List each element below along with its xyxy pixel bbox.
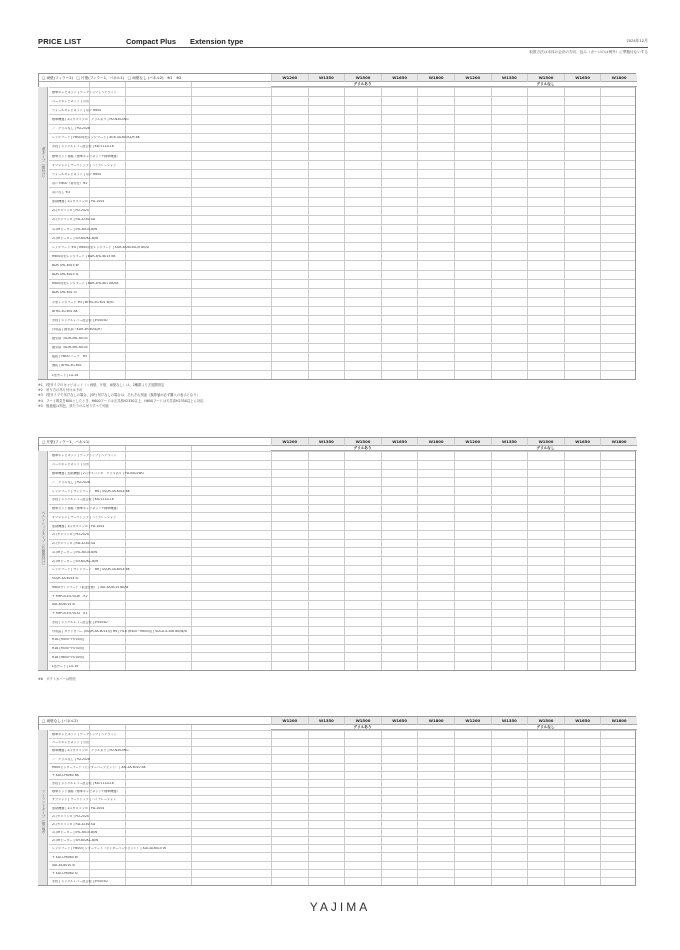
table-row — [49, 361, 635, 370]
table-row — [49, 836, 635, 844]
table-row — [49, 270, 635, 279]
table-row — [49, 187, 635, 196]
table-row — [49, 288, 635, 297]
table-row — [49, 591, 635, 600]
table-row — [49, 565, 635, 574]
row-label: 2口ガスコンロ | PD-2024 — [52, 814, 89, 818]
width-column-header: W1650 — [564, 438, 601, 446]
footnote: ※2 吊り方の吊り付けは不可 — [38, 388, 83, 393]
row-label: BFRS-3G-601 BK — [52, 309, 78, 313]
table-row — [49, 844, 635, 852]
width-column-header: W1200 — [271, 438, 308, 446]
table-row — [49, 215, 635, 224]
width-column-header: W1200 — [454, 74, 491, 82]
row-label: ウォールキャビネット | 吊戸 H600 — [52, 108, 102, 112]
table-row — [49, 812, 635, 820]
row-label: 1口IHヒーター | IHC-6010-B/W — [52, 550, 98, 554]
product-type: Extension type — [190, 37, 244, 46]
row-label: BDR-3HL-6015 W — [52, 264, 79, 268]
width-column-header: W1500 — [344, 74, 381, 82]
table-row — [49, 609, 635, 618]
row-label: 標準機器 | 2口ガスコンロ グリルあり | PD-N302WG — [52, 749, 129, 753]
page-title: PRICE LIST — [38, 37, 82, 46]
table-row — [49, 635, 635, 644]
row-label: 吊戸 H600（扉付仕）※2 — [52, 181, 88, 185]
table-row — [49, 574, 635, 583]
footnote: ※5 後板板は別色、該たりのみ吊りすべて可能 — [38, 403, 109, 408]
row-label: H1B (H450~H700用) — [52, 638, 84, 642]
table-row — [49, 547, 635, 556]
table-row — [49, 617, 635, 626]
row-label: H600サイドフード（板金仕様） | XAI-3A-6014 BK/W — [52, 585, 129, 589]
table-row — [49, 460, 635, 469]
row-label: + YMP10-E4701SI ×2 — [52, 612, 88, 616]
footnote: ※6 ダクトカバーは別売 — [38, 677, 76, 681]
table-row — [49, 803, 635, 811]
issue-date: 2024年12月 — [626, 38, 648, 43]
footnotes-section-2 — [38, 677, 76, 682]
row-label: 吊戸なし ※3 — [52, 191, 70, 195]
row-label: 2口IHヒーター | SH-B02KC-B/W — [52, 236, 99, 240]
price-table-island-type — [38, 716, 636, 886]
row-label: 加熱機器 | 1口ガスコンロ | PD-1004 — [52, 524, 105, 528]
row-label: オプション | ワークトップ | バイブレーション — [52, 798, 117, 802]
row-label: レンジフード | サイドフード ※6 | SSQR-3A-6014 BK — [52, 489, 130, 493]
width-column-header: W1200 — [271, 74, 308, 82]
row-label: XAI-3A-6014 SI — [52, 603, 76, 607]
row-label: レンジフード | H600用型レンジフード | XGR-3A-603SL/R BK — [52, 136, 140, 140]
row-label: + XAI-CP6060 BK — [52, 773, 79, 777]
table-row — [49, 169, 635, 178]
table-row — [49, 828, 635, 836]
footnote: ※1 I型タイプのキャビネット（＝両壁、片壁、両壁なし）は、2種類より左展開設定 — [38, 383, 165, 387]
section-type-tab — [38, 87, 48, 379]
row-label: 標準キャビネット | ワークトップ | ヘアライン — [52, 733, 117, 737]
width-column-header: W1350 — [491, 74, 528, 82]
table-row — [49, 486, 635, 495]
row-label: ／ グリルなし | PD-202B — [52, 480, 91, 484]
width-column-header: W1650 — [564, 74, 601, 82]
table-row — [49, 87, 635, 96]
row-label: 1口IHヒーター | IHC-6010-B/W — [52, 831, 98, 835]
table-row — [49, 160, 635, 169]
row-label: 水栓 | シングルレバー混合栓 | JF0005D — [52, 880, 108, 883]
row-label: 付帯品 | ダクトカバー (SSQR-3A-6014用) ※6 | H1B (H400~H600用) | SDCA-4-30B BK/W/SI — [52, 629, 188, 633]
width-column-header: W1200 — [271, 717, 308, 725]
header-note: 取扱方法は本体の会計の方向、包み（ガーロのは例外）に準拠付ないする — [529, 50, 648, 54]
width-column-header: W1350 — [308, 717, 345, 725]
row-label: 標準機器 | 加熱機器 | 2口ガスコンロ グリルあり | PD-N302WG — [52, 471, 144, 475]
table-row — [49, 746, 635, 754]
row-label: 標準セット価格（標準キャビネット+標準機器） — [52, 507, 120, 511]
row-label: ベースキャビネット | 引出 — [52, 99, 89, 103]
row-label: レンジフード | H600センターフード（センターパーツセット） | XAI-3A-6010 W — [52, 847, 166, 851]
width-column-header: W1800 — [417, 438, 454, 446]
row-label: 水栓 | シングルレバー混合栓 | KB7111A-16 — [52, 145, 114, 149]
section-type-label: アイランドタイプ（独立型） — [42, 790, 46, 836]
section-type-label: I型タイプ（壁付け） — [42, 147, 46, 180]
table-row — [49, 877, 635, 885]
row-label: 加熱機器 | 1口ガスコンロ | PD-1004 — [52, 806, 105, 810]
grille-yes-label: グリルあり — [271, 82, 454, 87]
width-column-header: W1200 — [454, 717, 491, 725]
row-label: レンジフード ※4 | H600用型レンジフード | XGR-3A-603SL/R BK/SI — [52, 245, 150, 249]
row-label: オプション | ワークトップ | バイブレーション — [52, 163, 117, 167]
table-row — [49, 133, 635, 142]
row-label: SSQR-3A-6014 SI — [52, 577, 79, 581]
row-label: 水栓 | シングルレバー混合栓 | JF0005D — [52, 318, 108, 322]
row-label: 加熱機器 | 1口ガスコンロ | PD-1004 — [52, 200, 105, 204]
table-row — [49, 242, 635, 251]
row-label: オプション | ワークトップ | バイブレーション — [52, 515, 117, 519]
table-row — [49, 333, 635, 342]
row-label: ウォールキャビネット | 吊戸 H600 — [52, 172, 102, 176]
table-row — [49, 370, 635, 379]
table-row — [49, 582, 635, 591]
row-label: ベースキャビネット | 引出 — [52, 463, 89, 467]
width-column-header: W1800 — [600, 717, 637, 725]
width-column-header: W1200 — [454, 438, 491, 446]
table-row — [49, 142, 635, 151]
table-row — [49, 495, 635, 504]
grille-no-label: グリルなし — [454, 82, 637, 87]
row-label: 2口IHヒーター | SH-B02KC-B/W — [52, 559, 99, 563]
table-row — [49, 779, 635, 787]
table-row — [49, 644, 635, 653]
table-row — [49, 869, 635, 877]
table-row — [49, 504, 635, 513]
table-row — [49, 738, 635, 746]
table-row — [49, 795, 635, 803]
row-label: 側板 | BFRS-3G-601 — [52, 364, 82, 368]
row-label: 水栓 | シングルレバー混合栓 | KB7111A-16 — [52, 782, 114, 786]
row-label: ／ グリルなし | PD-202B — [52, 127, 91, 131]
table-row — [49, 512, 635, 521]
row-label: ／ グリルなし | PD-202B — [52, 757, 91, 761]
footnote: ※3 I型タイプで吊戸なしの場合、[SP] 吊戸なしの場合は、それぞれ別途（換算値が必ず購入の表示となり） — [38, 393, 200, 398]
table-row — [49, 754, 635, 762]
row-label: 2口ガスコンロ | PD-2024 — [52, 533, 89, 537]
width-column-header: W1500 — [527, 438, 564, 446]
table-row — [49, 105, 635, 114]
row-label: + XAI-CP6060 W — [52, 855, 78, 859]
width-column-header: W1350 — [308, 438, 345, 446]
width-column-header: W1350 — [491, 438, 528, 446]
row-label: + XAI-CP6060 SI — [52, 871, 78, 875]
width-column-header: W1800 — [600, 74, 637, 82]
table-row — [49, 820, 635, 828]
section-options-label: □ 両壁なし (パネル2) — [39, 717, 271, 725]
row-label: L型ガード | LG-16 — [52, 664, 79, 668]
table-row — [49, 787, 635, 795]
table-row — [49, 124, 635, 133]
row-label: L型ガード | LG-16 — [52, 373, 79, 377]
table-row — [49, 763, 635, 771]
row-label: 換気扇（KDR-3HL-6015） — [52, 337, 90, 341]
table-row — [49, 297, 635, 306]
row-label: H600用型レンジフード | BDR-3HL-601 BK/SK — [52, 282, 119, 286]
table-row — [49, 233, 635, 242]
width-column-header: W1350 — [308, 74, 345, 82]
table-row — [49, 730, 635, 738]
width-column-header: W1500 — [344, 717, 381, 725]
table-row — [49, 178, 635, 187]
row-label: 標準セット価格（標準キャビネット+標準機器） — [52, 154, 120, 158]
footnote: ※4 フード吸気を600としたとき、H600フードは天井高H2350以上、H600フードは天井高H2350以上に対応 — [38, 398, 204, 403]
row-label: 標準機器 | 2口ガスコンロ グリルあり | PD-N302WG — [52, 118, 129, 122]
width-column-header: W1650 — [381, 717, 418, 725]
table-row — [49, 469, 635, 478]
table-row — [49, 197, 635, 206]
table-row — [49, 451, 635, 460]
table-row — [49, 251, 635, 260]
table-row — [49, 652, 635, 661]
row-label: レンジフード | サイドフード ※6 | SSQR-3A-6014 BK — [52, 568, 130, 572]
row-label: 2口IHヒーター | SH-B02KC-B/W — [52, 839, 99, 843]
table-row — [49, 539, 635, 548]
table-row — [49, 324, 635, 333]
row-label: 水栓 | シングルレバー混合栓 | KB7111A-16 — [52, 498, 114, 502]
table-row — [49, 114, 635, 123]
width-column-header: W1350 — [491, 717, 528, 725]
table-row — [49, 852, 635, 860]
row-label: 標準セット価格（標準キャビネット+標準機器） — [52, 790, 120, 794]
section-options-label: □ 片壁(フィラー1、パネル1) — [39, 438, 271, 446]
table-row — [49, 343, 635, 352]
table-row — [49, 151, 635, 160]
row-label: + YMP10-E4701W ×2 — [52, 594, 88, 598]
grille-no-label: グリルなし — [454, 725, 637, 730]
grille-yes-label: グリルあり — [271, 725, 454, 730]
width-column-header: W1650 — [381, 438, 418, 446]
grille-no-label: グリルなし — [454, 446, 637, 451]
width-column-header: W1800 — [600, 438, 637, 446]
row-label: ベースキャビネット | 引出 — [52, 741, 89, 745]
row-label: H1B (H650~H700用) — [52, 655, 84, 659]
width-column-header: W1650 — [564, 717, 601, 725]
row-label: 平型レンジフード ※5 | BFRS-3G-601 W/SI — [52, 300, 114, 304]
table-row — [49, 260, 635, 269]
row-label: 2口ガスコンロ | PD-2024 — [52, 209, 89, 213]
section-type-label: ペニンシュラタイプ（片側壁付け） — [42, 511, 46, 567]
row-label: 2口ガスコンロ | RD-323STSA — [52, 822, 96, 826]
grille-yes-label: グリルあり — [271, 446, 454, 451]
row-label: 付帯品 | 換気扇（KDR-3H-603L/R） — [52, 327, 104, 331]
table-row — [49, 96, 635, 105]
product-name: Compact Plus — [126, 37, 177, 46]
section-options-label: □ 両壁(フィラー2) □ 片壁(フィラー1、パネル1) □ 両壁なし (パネル2) ※1 ※2 — [39, 74, 271, 82]
table-row — [49, 626, 635, 635]
section-type-tab — [38, 451, 48, 670]
row-label: 後板 | H600 パーツ ※5 — [52, 355, 88, 359]
width-column-header: W1800 — [417, 717, 454, 725]
row-label: BDR-3HL-601 SI — [52, 291, 77, 295]
width-column-header: W1500 — [527, 74, 564, 82]
table-row — [49, 530, 635, 539]
table-row — [49, 352, 635, 361]
row-label: 標準キャビネット | ワークトップ | ヘアライン — [52, 454, 117, 458]
footnotes-section-1 — [38, 383, 203, 409]
width-column-header: W1500 — [344, 438, 381, 446]
table-row — [49, 661, 635, 670]
table-row — [49, 477, 635, 486]
table-row — [49, 521, 635, 530]
table-row — [49, 279, 635, 288]
brand-logo: YAJIMA — [309, 900, 371, 914]
table-row — [49, 600, 635, 609]
table-row — [49, 224, 635, 233]
price-table-i-type — [38, 73, 636, 380]
row-label: 水栓 | シングルレバー混合栓 | JF0005D — [52, 620, 108, 624]
row-label: 2口ガスコンロ | RD-323STSA — [52, 218, 96, 222]
price-table-peninsula-type — [38, 437, 636, 671]
row-label: 2口ガスコンロ | RD-323STSA — [52, 542, 96, 546]
row-label: H600センターフード（センターパーツセット） | XAI-3A-6010 BK — [52, 765, 146, 769]
row-label: XAI-3A-6010 SI — [52, 863, 76, 867]
table-row — [49, 315, 635, 324]
row-label: H600用型レンジフード | BDR-3HL-6015 BK — [52, 254, 116, 258]
table-row — [49, 556, 635, 565]
row-label: 1口IHヒーター | IHC-6010-B/W — [52, 227, 98, 231]
row-label: 換気扇（KDR-3HL-6014） — [52, 346, 90, 350]
row-label: 標準キャビネット | ワークトップ | ヘアライン — [52, 90, 117, 94]
width-column-header: W1650 — [381, 74, 418, 82]
table-row — [49, 206, 635, 215]
row-label: BDR-3HL-6015 SI — [52, 273, 79, 277]
width-column-header: W1500 — [527, 717, 564, 725]
row-label: H1B (H500~H750用) — [52, 647, 84, 651]
section-type-tab — [38, 730, 48, 885]
table-row — [49, 771, 635, 779]
header-rule — [38, 47, 648, 48]
table-row — [49, 306, 635, 315]
table-row — [49, 861, 635, 869]
width-column-header: W1800 — [417, 74, 454, 82]
